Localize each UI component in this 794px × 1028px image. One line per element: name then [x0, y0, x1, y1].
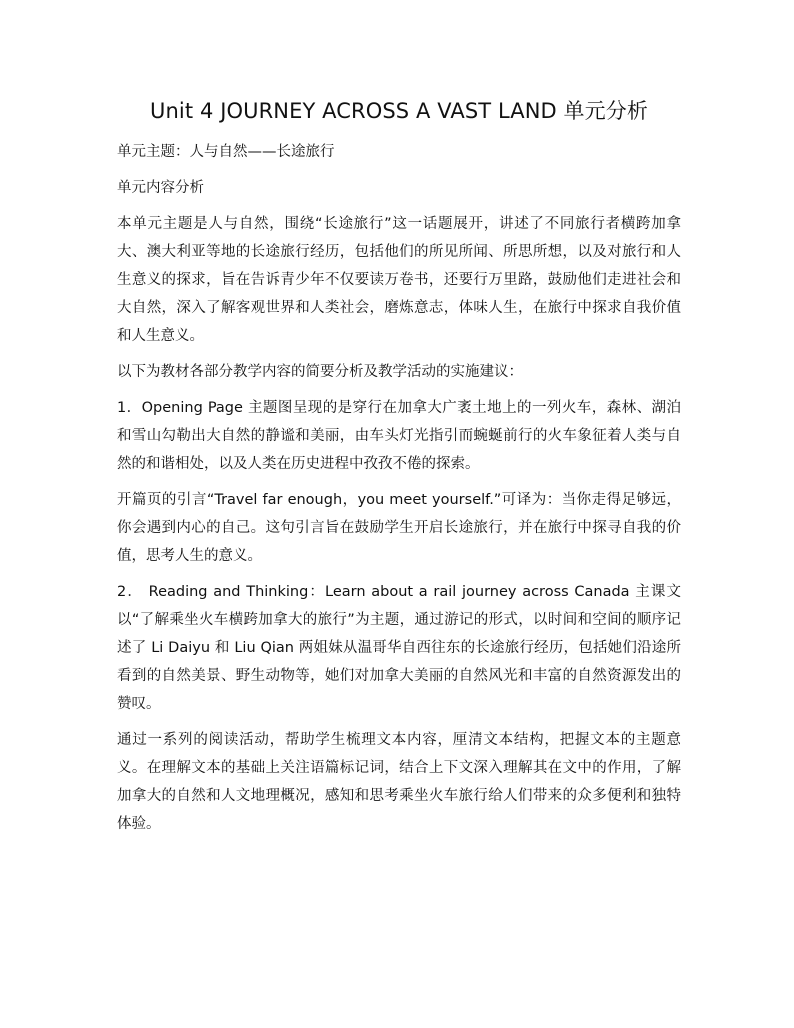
- paragraph-intro-suggestions: 以下为教材各部分教学内容的简要分析及教学活动的实施建议：: [117, 364, 523, 380]
- paragraph-opening-quote: 开篇页的引言“Travel far enough，you meet yourself.”可译为：当你走得足够远，你会遇到内心的自己。这句引言旨在鼓励学生开启长途旅行，并在旅行中探寻自我的价值，思考人生的意义。: [117, 492, 681, 564]
- unit-theme-line: 单元主题：人与自然——长途旅行: [117, 144, 335, 160]
- section-heading-content-analysis: 单元内容分析: [117, 180, 204, 196]
- paragraph-reading-activities: 通过一系列的阅读活动，帮助学生梳理文本内容，厘清文本结构，把握文本的主题意义。在理解文本的基础上关注语篇标记词，结合上下文深入理解其在文中的作用，了解加拿大的自然和人文地理概况，感知和思考乘坐火车旅行给人们带来的众多便利和独特体验。: [117, 732, 681, 832]
- paragraph-reading-thinking: 2． Reading and Thinking：Learn about a rail journey across Canada 主课文以“了解乘坐火车横跨加拿大的旅行”为主题，通过游记的形式，以时间和空间的顺序记述了 Li Daiyu 和 Liu Qian 两姐妹从温哥华自西往东的长途旅行经历，包括她们沿途所看到的自然美景、野生动物等，她们对加拿大美丽的自然风光和丰富的自然资源发出的赞叹。: [117, 584, 681, 712]
- paragraph-unit-overview: 本单元主题是人与自然，围绕“长途旅行”这一话题展开，讲述了不同旅行者横跨加拿大、澳大利亚等地的长途旅行经历，包括他们的所见所闻、所思所想，以及对旅行和人生意义的探求，旨在告诉青少年不仅要读万卷书，还要行万里路，鼓励他们走进社会和大自然，深入了解客观世界和人类社会，磨炼意志，体味人生，在旅行中探求自我价值和人生意义。: [117, 216, 681, 344]
- document-title: Unit 4 JOURNEY ACROSS A VAST LAND 单元分析: [150, 99, 648, 123]
- paragraph-opening-page: 1．Opening Page 主题图呈现的是穿行在加拿大广袤土地上的一列火车，森林、湖泊和雪山勾勒出大自然的静谧和美丽，由车头灯光指引而蜿蜒前行的火车象征着人类与自然的和谐相处，以及人类在历史进程中孜孜不倦的探索。: [117, 400, 681, 472]
